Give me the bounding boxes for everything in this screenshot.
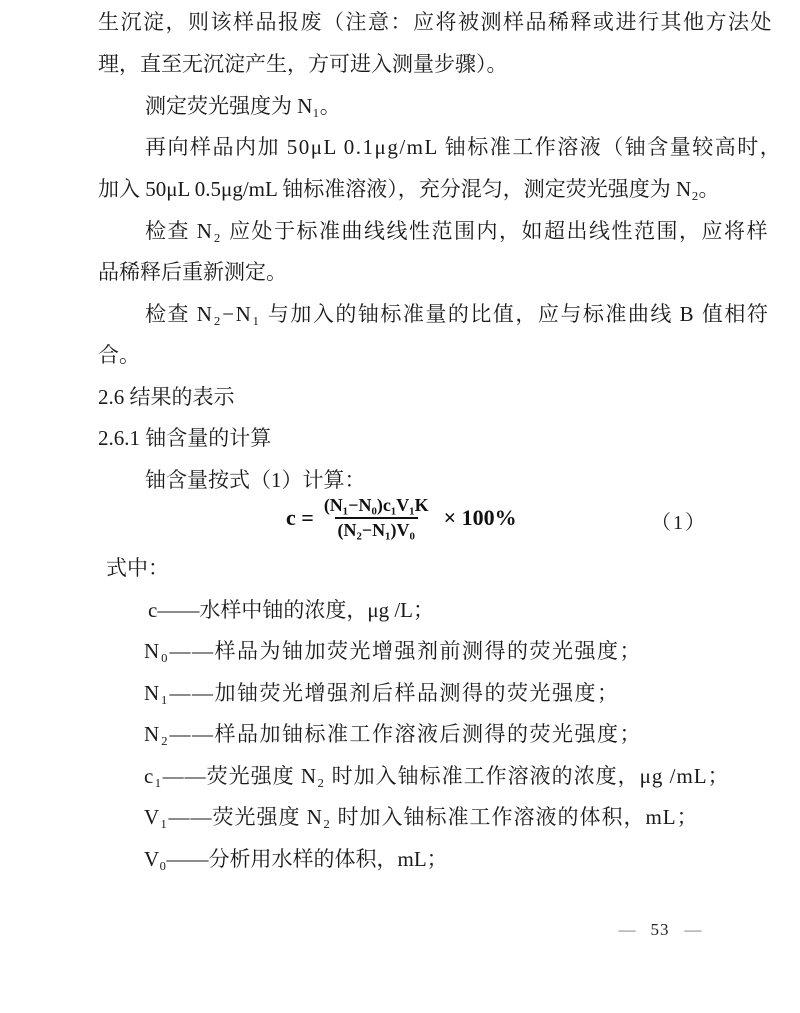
body-line: 检查 N₂−N₁ 与加入的铀标准量的比值，应与标准曲线 B 值相符: [145, 302, 770, 326]
body-line: 品稀释后重新测定。: [98, 260, 287, 284]
formula-intro: 铀含量按式（1）计算：: [145, 468, 366, 492]
page-footer: [597, 920, 723, 940]
section-heading: 2.6 结果的表示: [98, 385, 235, 409]
equation-number: （1）: [651, 512, 707, 534]
body-line: 检查 N₂ 应处于标准曲线线性范围内，如超出线性范围，应将样: [145, 219, 769, 243]
body-line: 理，直至无沉淀产生，方可进入测量步骤）。: [98, 52, 508, 76]
formula-numerator: (N₁−N₀)c₁V₁K: [323, 495, 429, 515]
body-line: 生沉淀，则该样品报废（注意：应将被测样品稀释或进行其他方法处: [98, 10, 773, 34]
body-line: 加入 50μL 0.5μg/mL 铀标准溶液），充分混匀，测定荧光强度为 N₂。: [98, 177, 720, 201]
body-line: 再向样品内加 50μL 0.1μg/mL 铀标准工作溶液（铀含量较高时，: [145, 135, 783, 159]
formula-fraction: [321, 494, 432, 542]
subsection-heading: 2.6.1 铀含量的计算: [98, 426, 272, 450]
definition-line: c₁——荧光强度 N₂ 时加入铀标准工作溶液的浓度，μg /mL；: [144, 764, 730, 788]
body-line: 测定荧光强度为 N₁。: [145, 94, 341, 118]
definition-line: V₁——荧光强度 N₂ 时加入铀标准工作溶液的体积，mL；: [144, 805, 699, 829]
definition-line: c——水样中铀的浓度，μg /L；: [148, 598, 434, 622]
definition-line: N₂——样品加铀标准工作溶液后测得的荧光强度；: [144, 722, 642, 746]
formula-lhs: c =: [286, 505, 314, 530]
formula-denominator: (N₂−N₁)V₀: [335, 517, 418, 542]
footer-right-dash: —: [684, 920, 702, 939]
formula: [286, 494, 517, 542]
definition-line: V₀——分析用水样的体积，mL；: [144, 847, 448, 871]
definition-line: N₁——加铀荧光增强剂后样品测得的荧光强度；: [144, 681, 620, 705]
where-label: 式中：: [106, 556, 169, 580]
body-line: 合。: [98, 343, 140, 367]
footer-left-dash: —: [618, 920, 636, 939]
formula-multiplier: × 100%: [443, 505, 517, 530]
definition-line: N₀——样品为铀加荧光增强剂前测得的荧光强度；: [144, 639, 642, 663]
page-number: 53: [650, 920, 670, 939]
